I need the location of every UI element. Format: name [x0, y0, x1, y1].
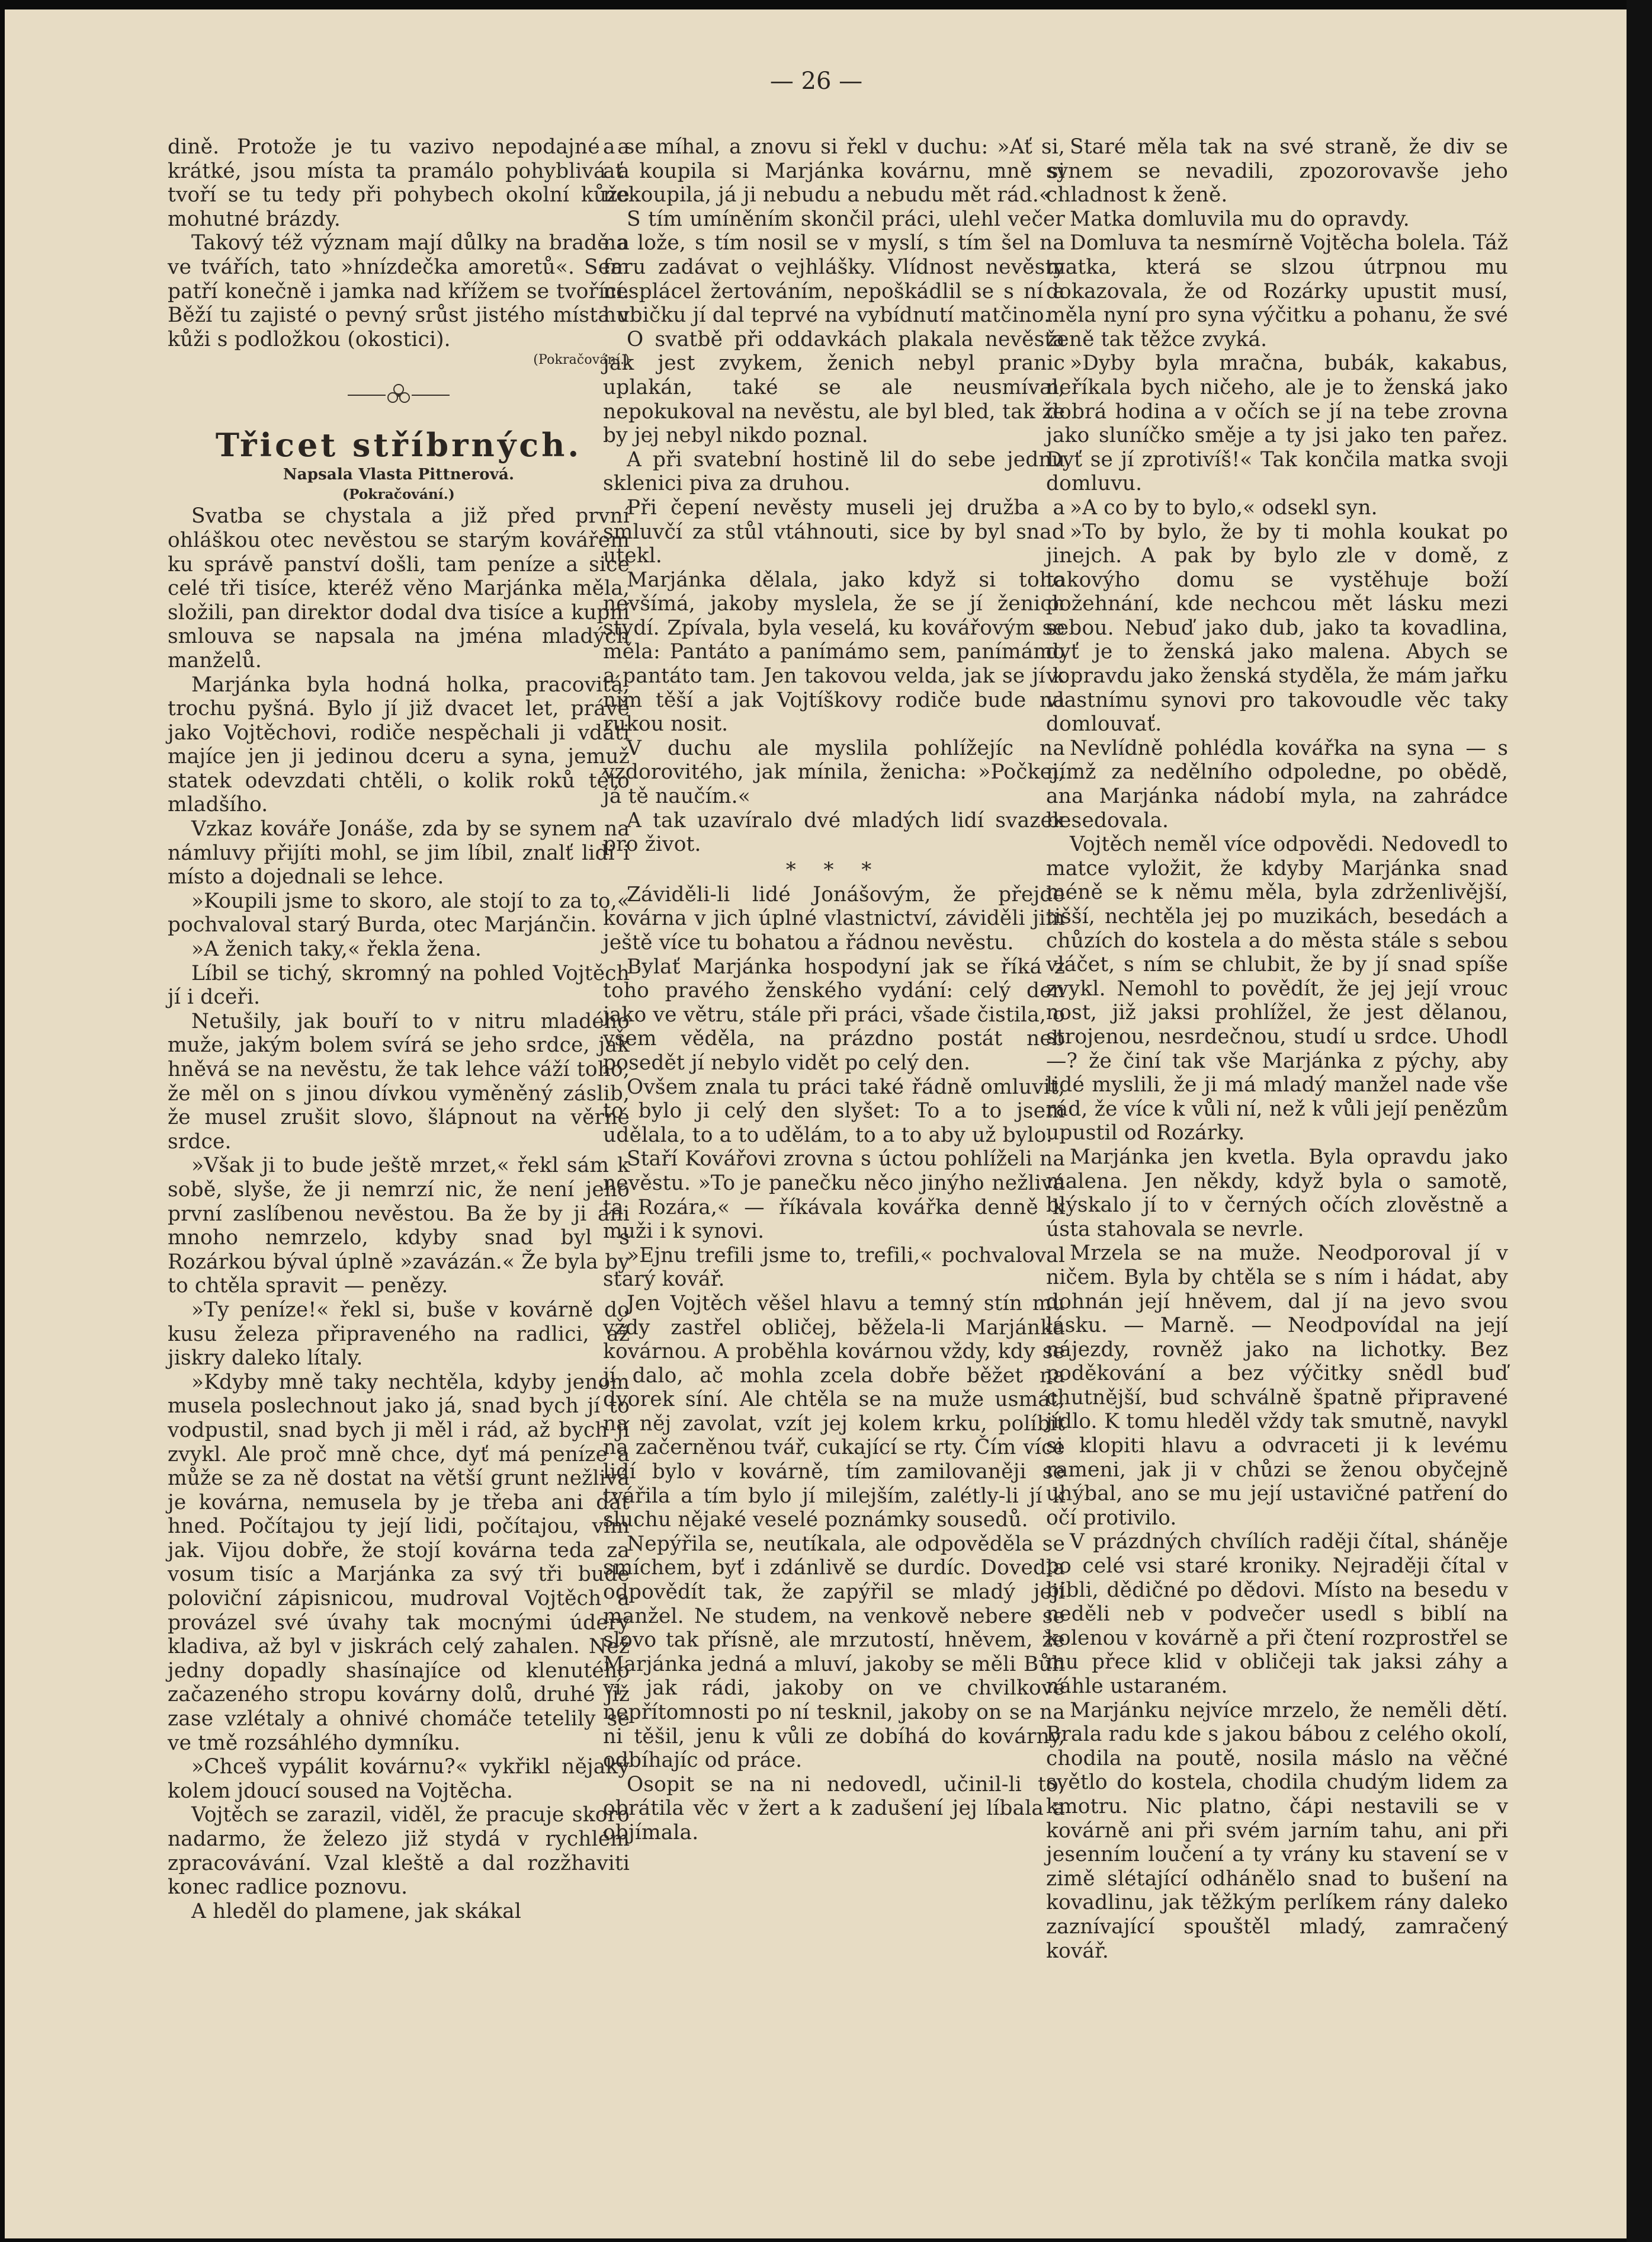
- story-paragraph: Marjánka dělala, jako když si toho nevšímá, jakoby myslela, že se jí ženich stydí. Zpívala, byla veselá, ku kovářovým se měla: Pantáto a panímámo sem, panímámo a pantáto tam. Jen takovou velda, jak se jí k nim těší a jak Vojtíškovy rodiče bude na rukou nosit.: [603, 568, 1065, 736]
- story-paragraph: Vojtěch neměl více odpovědi. Nedovedl to matce vyložit, že kdyby Marjánka snad méně se k němu měla, byla zdrženlivější, tišší, nechtěla jej po muzikách, besedách a chůzích do kostela a do města stále s sebou vláčet, s ním se chlubit, že by jí snad spíše zvykl. Nemohl to povědít, že jej její vrouc nost, již jaksi prohlížel, že jest dělanou, strojenou, nesrdečnou, studí u srdce. Uhodl —? že činí tak vše Marjánka z pýchy, aby lidé myslili, že ji má mladý manžel nade vše rád, že více k vůli ní, než k vůli její penězům upustil od Rozárky.: [1046, 832, 1508, 1145]
- story-paragraph: Jen Vojtěch věšel hlavu a temný stín mu vždy zastřel obličej, běžela-li Marjánka kovárnou. A proběhla kovárnou vždy, kdy se jí dalo, ač mohla zcela dobře běžet na dvorek síní. Ale chtěla se na muže usmát, na něj zavolat, vzít jej kolem krku, políbit na začerněnou tvář, cukající se rty. Čím více lidí bylo v kovárně, tím zamilovaněji se tvářila a tím bylo jí milejším, zalétly-li jí k sluchu nějaké veselé poznámky sousedů.: [603, 1291, 1065, 1532]
- story-paragraph: V prázdných chvílích raději čítal, sháněje po celé vsi staré kroniky. Nejraději čítal v bibli, dědičné po dědovi. Místo na besedu v neděli neb v podvečer usedl s biblí na kolenou v kovárně a při čtení rozprostřel se mu přece klid v obličeji tak jaksi záhy a náhle ustaraném.: [1046, 1530, 1508, 1698]
- section-divider-ornament: [168, 377, 630, 413]
- story-paragraph: Nepýřila se, neutíkala, ale odpověděla se smíchem, byť i zdánlivě se durdíc. Dovedla odpovědít tak, že zapýřil se mladý její manžel. Ne studem, na venkově nebere se slovo tak přísně, ale mrzutostí, hněvem, že Marjánka jedná a mluví, jakoby se měli Bůh ví jak rádi, jakoby on ve chvilkové nepřítomnosti po ní tesknil, jakoby on se na ni těšil, jenu k vůli ze dobíhá do kovárny, odbíhajíc od práce.: [603, 1532, 1065, 1773]
- story-paragraph: »Dyby byla mračna, bubák, kakabus, neříkala bych ničeho, ale je to ženská jako dobrá hodina a v očích se jí na tebe zrovna jako sluníčko směje a ty jsi jako ten pařez. Dyť se jí zprotivíš!« Tak končila matka svoji domluvu.: [1046, 351, 1508, 496]
- story-title: Třicet stříbrných.: [215, 426, 582, 465]
- continued-note: (Pokračování.): [533, 353, 630, 368]
- story-paragraph: »Kdyby mně taky nechtěla, kdyby jenom musela poslechnout jako já, snad bych jí to vodpustil, snad bych ji měl i rád, až bych jí zvykl. Ale proč mně chce, dyť má peníze a může se za ně dostat na větší grunt nežlivá je kovárna, nemusela by je třeba ani dát hned. Počítajou ty její lidi, počítajou, vím jak. Vijou dobře, že stojí kovárna teda za vosum tisíc a Marjánka za svý tři bude poloviční zápisnicou, mudroval Vojtěch a provázel své úvahy tak mocnými údery kladiva, až byl v jiskrách celý zahalen. Než jedny dopadly shasínajíce od klenutého začazeného stropu kovárny dolů, druhé již zase vzlétaly a ohnivé chomáče tetelily se ve tmě rozsáhlého dymníku.: [168, 1370, 630, 1755]
- story-paragraph: Vojtěch se zarazil, viděl, že pracuje skoro nadarmo, že železo již stydá v rychlém zpracovávání. Vzal kleště a dal rozžhaviti konec radlice poznovu.: [168, 1803, 630, 1900]
- story-paragraph: »A ženich taky,« řekla žena.: [191, 937, 482, 962]
- story-paragraph: »Koupili jsme to skoro, ale stojí to za to,« pochvaloval starý Burda, otec Marjánčin.: [168, 889, 630, 937]
- story-paragraph: Bylať Marjánka hospodyní jak se říká z toho pravého ženského vydání: celý den jako ve větru, stále při práci, všade čistila, o všem věděla, na prázdno postát neb posedět jí nebylo vidět po celý den.: [603, 955, 1065, 1075]
- story-paragraph: Osopit se na ni nedovedl, učinil-li to, obrátila věc v žert a k zadušení jej líbala a objímala.: [603, 1772, 1065, 1844]
- story-paragraph: Marjánka jen kvetla. Byla opravdu jako malena. Jen někdy, když byla o samotě, blýskalo jí to v černých očích zlověstně a ústa stahovala se nevrle.: [1046, 1145, 1508, 1241]
- story-paragraph: »Však ji to bude ještě mrzet,« řekl sám k sobě, slyše, že ji nemrzí nic, že není jeho první zaslíbenou nevěstou. Ba že by ji ani mnoho nemrzelo, kdyby snad byl s Rozárkou býval úplně »zavázán.« Že byla by to chtěla spravit — penězy.: [168, 1154, 630, 1298]
- intro-paragraph: Takový též význam mají důlky na bradě a ve tvářích, tato »hnízdečka amoretů«. Sem patří konečně i jamka nad křížem se tvořící. Běží tu zajisté o pevný srůst jistého místa v kůži s podložkou (okostici).: [168, 231, 630, 351]
- story-paragraph: A tak uzavíralo dvé mladých lidí svazek pro život.: [603, 808, 1065, 857]
- story-paragraph: Svatba se chystala a již před první ohláškou otec nevěstou se starým kovářem ku správě panství došli, tam peníze a sice celé tři tisíce, kteréž věno Marjánka měla, složili, pan direktor dodal dva tisíce a kupní smlouva se napsala na jména mladých manželů.: [168, 504, 630, 672]
- story-paragraph: Matka domluvila mu do opravdy.: [1070, 207, 1410, 231]
- story-paragraph: »Chceš vypálit kovárnu?« vykřikl nějaký kolem jdoucí soused na Vojtěcha.: [168, 1755, 630, 1803]
- story-paragraph: Marjánka byla hodná holka, pracovitá, trochu pyšná. Bylo jí již dvacet let, právě jako Vojtěchovi, rodiče nespěchali ji vdáti majíce jen ji jedinou dceru a syna, jemuž statek odevzdati chtěli, o kolik roků této mladšího.: [168, 672, 630, 817]
- story-paragraph: S tím umíněním skončil práci, ulehl večer na lože, s tím nosil se v myslí, s tím šel na faru zadávat o vejhlášky. Vlídnost nevěsty nesplácel žertováním, nepoškádlil se s ní a hubičku jí dal teprvé na vybídnutí matčino.: [603, 207, 1065, 328]
- story-paragraph: Vzkaz kováře Jonáše, zda by se synem na námluvy přijíti mohl, se jim líbil, znalť lidi i místo a dojednali se lehce.: [168, 817, 630, 889]
- story-paragraph: V duchu ale myslila pohlížejíc na vzdorovitého, jak mínila, ženicha: »Počkej, já tě naučím.«: [603, 736, 1065, 809]
- story-paragraph: O svatbě při oddavkách plakala nevěsta jak jest zvykem, ženich nebyl pranic uplakán, také se ale neusmíval, nepokukoval na nevěstu, ale byl bled, tak že by jej nebyl nikdo poznal.: [603, 327, 1065, 448]
- story-paragraph: »Ty peníze!« řekl si, buše v kovárně do kusu železa připraveného na radlici, až jiskry daleko lítaly.: [168, 1298, 630, 1370]
- newspaper-page: [5, 9, 1627, 2238]
- story-paragraph: »Ejnu trefili jsme to, trefili,« pochvaloval starý kovář.: [603, 1243, 1065, 1292]
- story-paragraph: a se míhal, a znovu si řekl v duchu: »Ať si, ať koupila si Marjánka kovárnu, mně si nekoupila, já ji nebudu a nebudu mět rád.«: [603, 135, 1065, 207]
- story-paragraph: Netušily, jak bouří to v nitru mladého muže, jakým bolem svírá se jeho srdce, jak hněvá se na nevěstu, že tak lehce váží toho, že měl on s jinou dívkou vyměněný záslib, že musel zrušit slovo, šlápnout na věrné srdce.: [168, 1009, 630, 1154]
- story-paragraph: Staří Kovářovi zrovna s úctou pohlíželi na nevěstu. »To je panečku něco jinýho nežlivá ta Rozára,« — říkávala kovářka denně k muži i k synovi.: [603, 1147, 1065, 1244]
- story-continued-note: (Pokračování.): [342, 486, 455, 503]
- story-paragraph: Staré měla tak na své straně, že div se synem se nevadili, zpozorovavše jeho chladnost k ženě.: [1046, 135, 1508, 207]
- story-paragraph: A při svatební hostině lil do sebe jednu sklenici piva za druhou.: [603, 447, 1065, 496]
- story-paragraph: Domluva ta nesmírně Vojtěcha bolela. Táž matka, která se slzou útrpnou mu dokazovala, že od Rozárky upustit musí, měla nyní pro syna výčitku a pohanu, že své ženě tak těžce zvyká.: [1046, 231, 1508, 351]
- page-number: — 26 —: [769, 68, 863, 95]
- story-byline: Napsala Vlasta Pittnerová.: [283, 466, 515, 484]
- column-right: [1046, 135, 1508, 1963]
- story-paragraph: Záviděli-li lidé Jonášovým, že přejde kovárna v jich úplné vlastnictví, záviděli jim ještě více tu bohatou a řádnou nevěstu.: [603, 882, 1065, 955]
- section-break-stars: * * *: [785, 857, 883, 882]
- page-binding-edge: [1627, 0, 1652, 2242]
- story-paragraph: Mrzela se na muže. Neodporoval jí v ničem. Byla by chtěla se s ním i hádat, aby dohnán její hněvem, dal jí na jevo svou lásku. — Marně. — Neodpovídal na její nájezdy, rovněž jako na lichotky. Bez poděkování a bez výčitky snědl buď chutnější, bud schválně špatně připravené jídlo. K tomu hleděl vždy tak smutně, navykl si klopiti hlavu a odvraceti ji k levému rameni, jak ji v chůzi se ženou obyčejně uhýbal, ano se mu její ustavičné patření do očí protivilo.: [1046, 1241, 1508, 1530]
- story-paragraph: Líbil se tichý, skromný na pohled Vojtěch jí i dceři.: [168, 961, 630, 1010]
- story-paragraph: Nevlídně pohlédla kovářka na syna — s nímž za nedělního odpoledne, po obědě, ana Marjánka nádobí myla, na zahrádce besedovala.: [1046, 736, 1508, 832]
- column-left: [168, 135, 630, 1923]
- column-middle: [603, 135, 1065, 1845]
- intro-paragraph: dině. Protože je tu vazivo nepodajné a krátké, jsou místa ta pramálo pohyblivá a tvoří se tu tedy při pohybech okolní kůže mohutné brázdy.: [168, 135, 630, 231]
- story-paragraph: Při čepení nevěsty museli jej družba a smluvčí za stůl vtáhnouti, sice by byl snad utekl.: [603, 495, 1065, 568]
- story-paragraph: A hleděl do plamene, jak skákal: [191, 1899, 521, 1923]
- divider-ornament-icon: [339, 377, 458, 413]
- story-paragraph: Ovšem znala tu práci také řádně omluvit, to bylo ji celý den slyšet: To a to jsem udělala, to a to udělám, to a to aby už bylo.: [603, 1075, 1065, 1147]
- story-paragraph: »To by bylo, že by ti mohla koukat po jinejch. A pak by bylo zle v domě, z takovýho domu se vystěhuje boží požehnání, kde nechcou mět lásku mezi sebou. Nebuď jako dub, jako ta kovadlina, dyť je to ženská jako malena. Abych se vopravdu jako ženská styděla, že mám jařku vlastnímu synovi pro takovoudle věc taky domlouvať.: [1046, 520, 1508, 736]
- story-paragraph: »A co by to bylo,« odsekl syn.: [1070, 495, 1378, 520]
- story-paragraph: Marjánku nejvíce mrzelo, že neměli dětí. Brala radu kde s jakou bábou z celého okolí, chodila na poutě, nosila máslo na věčné světlo do kostela, chodila chudým lidem za kmotru. Nic platno, čápi nestavili se v kovárně ani při svém jarním tahu, ani při jesenním loučení a ty vrány ku stavení se v zimě slétající odhánělo snad to bušení na kovadlinu, jak těžkým perlíkem rány daleko zaznívající spouštěl mladý, zamračený kovář.: [1046, 1698, 1508, 1963]
